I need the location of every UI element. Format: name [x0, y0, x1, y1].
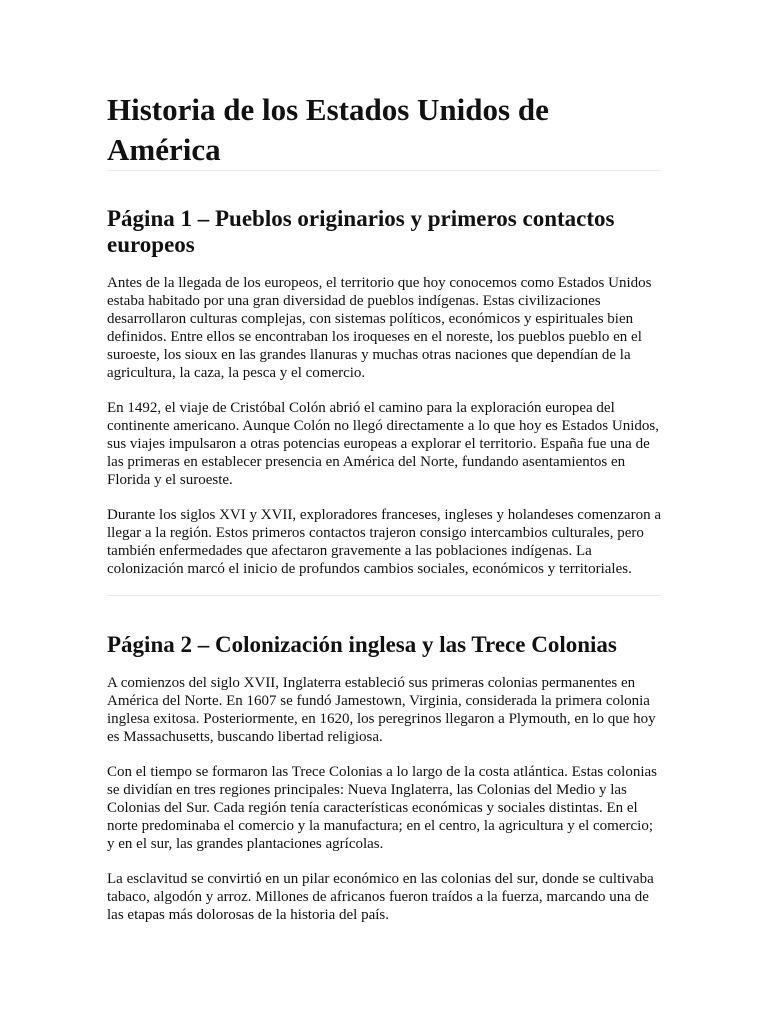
paragraph: Durante los siglos XVI y XVII, exploradores franceses, ingleses y holandeses comenzaron a llegar a la región. Estos primeros contactos trajeron consigo intercambios culturales, pero también enfermedades que afectaron gravemente a las poblaciones indígenas. La colonización marcó el inicio de profundos cambios sociales, económicos y territoriales.	[107, 507, 661, 577]
paragraph: Antes de la llegada de los europeos, el territorio que hoy conocemos como Estados Unidos estaba habitado por una gran diversidad de pueblos indígenas. Estas civilizaciones desarrollaron culturas complejas, con sistemas políticos, económicos y espirituales bien definidos. Entre ellos se encontraban los iroqueses en el noreste, los pueblos pueblo en el suroeste, los sioux en las grandes llanuras y muchas otras naciones que dependían de la agricultura, la caza, la pesca y el comercio.	[107, 275, 652, 381]
section-heading: Página 1 – Pueblos originarios y primeros contactos europeos	[107, 206, 615, 257]
paragraph: Con el tiempo se formaron las Trece Colonias a lo largo de la costa atlántica. Estas colonias se dividían en tres regiones principales: Nueva Inglaterra, las Colonias del Medio y las Colonias del Sur. Cada región tenía características económicas y sociales distintas. En el norte predominaba el comercio y la manufactura; en el centro, la agricultura y el comercio; y en el sur, las grandes plantaciones agrícolas.	[107, 764, 658, 852]
section-page-1	[107, 206, 661, 578]
title-divider	[107, 170, 661, 171]
section-page-2	[107, 632, 661, 924]
paragraph: La esclavitud se convirtió en un pilar económico en las colonias del sur, donde se cultivaba tabaco, algodón y arroz. Millones de africanos fueron traídos a la fuerza, marcando una de las etapas más dolorosas de la historia del país.	[107, 871, 654, 923]
document-title: Historia de los Estados Unidos de América	[107, 92, 549, 167]
section-heading: Página 2 – Colonización inglesa y las Trece Colonias	[107, 632, 617, 657]
section-divider	[107, 595, 661, 596]
paragraph: En 1492, el viaje de Cristóbal Colón abrió el camino para la exploración europea del continente americano. Aunque Colón no llegó directamente a lo que hoy es Estados Unidos, sus viajes impulsaron a otras potencias europeas a explorar el territorio. España fue una de las primeras en establecer presencia en América del Norte, fundando asentamientos en Florida y el suroeste.	[107, 400, 659, 488]
paragraph: A comienzos del siglo XVII, Inglaterra estableció sus primeras colonias permanentes en América del Norte. En 1607 se fundó Jamestown, Virginia, considerada la primera colonia inglesa exitosa. Posteriormente, en 1620, los peregrinos llegaron a Plymouth, en lo que hoy es Massachusetts, buscando libertad religiosa.	[107, 675, 656, 745]
